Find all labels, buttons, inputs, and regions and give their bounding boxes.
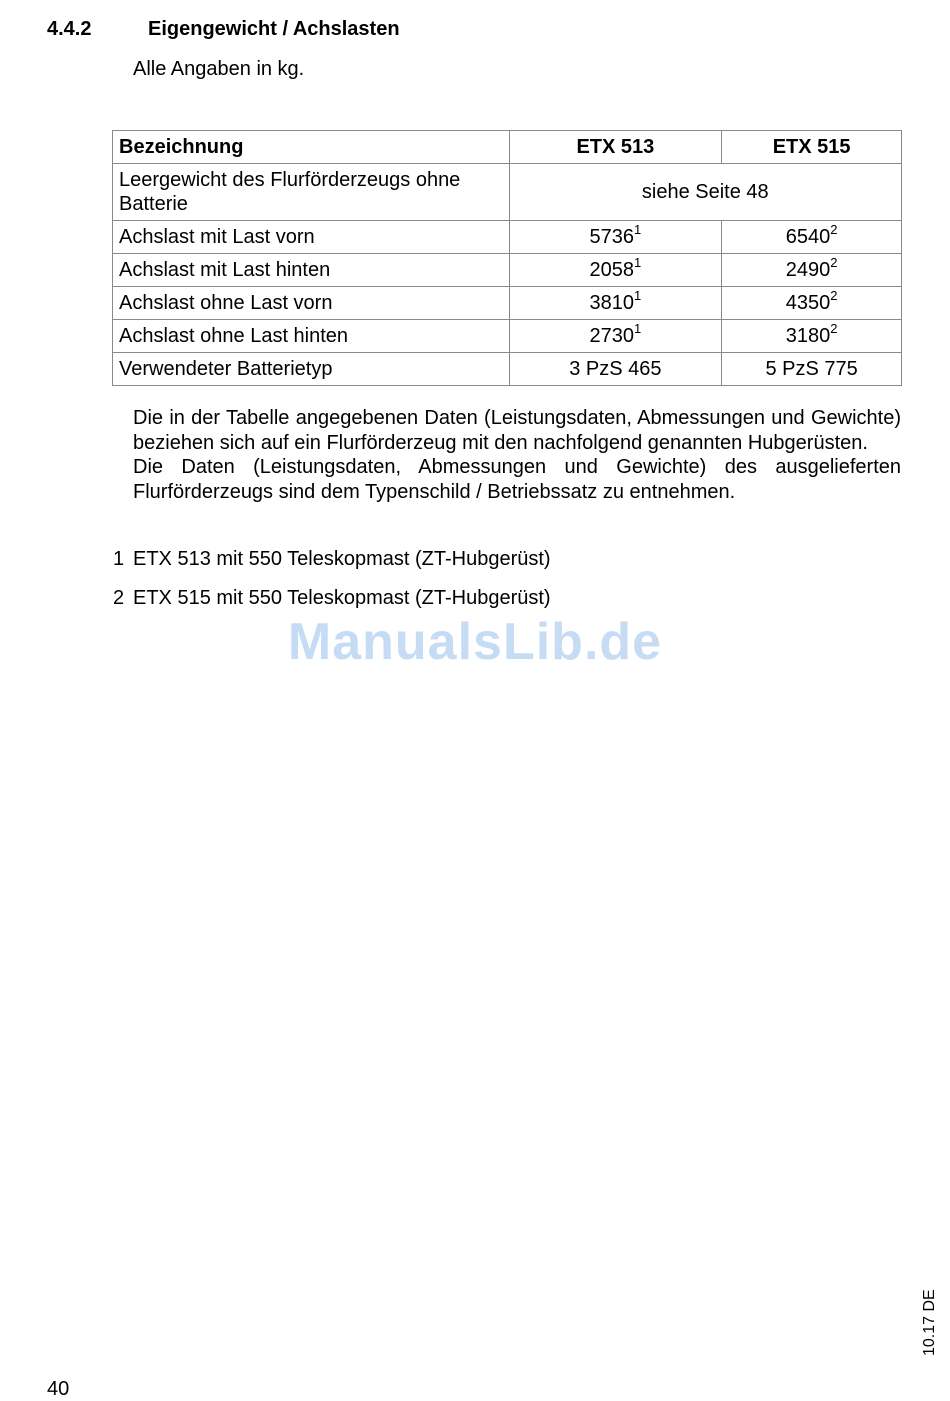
table-row [113,164,902,221]
section-number: 4.4.2 [47,18,92,40]
row-label: Verwendeter Batterietyp [113,353,510,386]
row-label: Achslast mit Last hinten [113,254,510,287]
header-etx515: ETX 515 [722,131,902,164]
cell-etx513 [509,287,722,320]
cell-value: 2730 [589,325,634,347]
table-row [113,320,902,353]
footnote-ref: 1 [634,222,642,237]
cell-value: 2058 [589,259,634,281]
footnote-number: 1 [113,548,125,570]
footnote-text: ETX 515 mit 550 Teleskopmast (ZT-Hubgerüst) [133,587,551,609]
cell-value: 2490 [785,259,831,281]
note-paragraph: Die in der Tabelle angegebenen Daten (Leistungsdaten, Abmessungen und Gewichte) beziehen sich auf ein Flurförderzeug mit den nachfolgend genannten Hubgerüsten. [133,407,901,454]
footnote-ref: 2 [830,288,838,303]
table-row [113,221,902,254]
footnote [113,548,551,571]
cell-value: 3810 [589,292,634,314]
footnote-ref: 2 [830,222,838,237]
footnote-ref: 2 [830,321,838,336]
header-etx513: ETX 513 [509,131,722,164]
note-paragraph: Die Daten (Leistungsdaten, Abmessungen und Gewichte) des ausgelieferten Flurförderzeugs sind dem Typenschild / Betriebssatz zu entnehmen. [133,456,901,503]
watermark: ManualsLib.de [287,613,663,671]
footnote-text: ETX 513 mit 550 Teleskopmast (ZT-Hubgerüst) [133,548,551,570]
cell-etx515: 5 PzS 775 [722,353,902,386]
table-row [113,353,902,386]
cell-etx515 [722,221,902,254]
row-label: Achslast ohne Last hinten [113,320,510,353]
cell-etx513 [509,320,722,353]
cell-etx513 [509,254,722,287]
table-row [113,287,902,320]
cell-etx513: 3 PzS 465 [509,353,722,386]
cell-etx515 [722,320,902,353]
footnote-ref: 2 [830,255,838,270]
cell-etx513 [509,221,722,254]
row-label: Achslast ohne Last vorn [113,287,510,320]
axle-load-table [112,130,902,386]
cell-value: 6540 [785,226,831,248]
footnote-ref: 1 [634,321,642,336]
row-label: Achslast mit Last vorn [113,221,510,254]
cell-value: 3180 [785,325,831,347]
cell-value: 4350 [785,292,831,314]
section-heading [47,18,400,41]
footnote [113,587,551,610]
notes-block [133,406,901,504]
footer-date: 10.17 DE [921,1289,938,1356]
footnote-number: 2 [113,587,125,609]
intro-text: Alle Angaben in kg. [133,58,305,80]
row-value-merged: siehe Seite 48 [509,164,901,221]
table-row [113,254,902,287]
footnote-ref: 1 [634,288,642,303]
cell-etx515 [722,287,902,320]
section-title: Eigengewicht / Achslasten [148,18,400,40]
footnote-ref: 1 [634,255,642,270]
row-label: Leergewicht des Flurförderzeugs ohne Batterie [113,164,510,221]
table-header-row [113,131,902,164]
cell-etx515 [722,254,902,287]
cell-value: 5736 [589,226,634,248]
header-designation: Bezeichnung [113,131,510,164]
page-number: 40 [47,1378,70,1400]
